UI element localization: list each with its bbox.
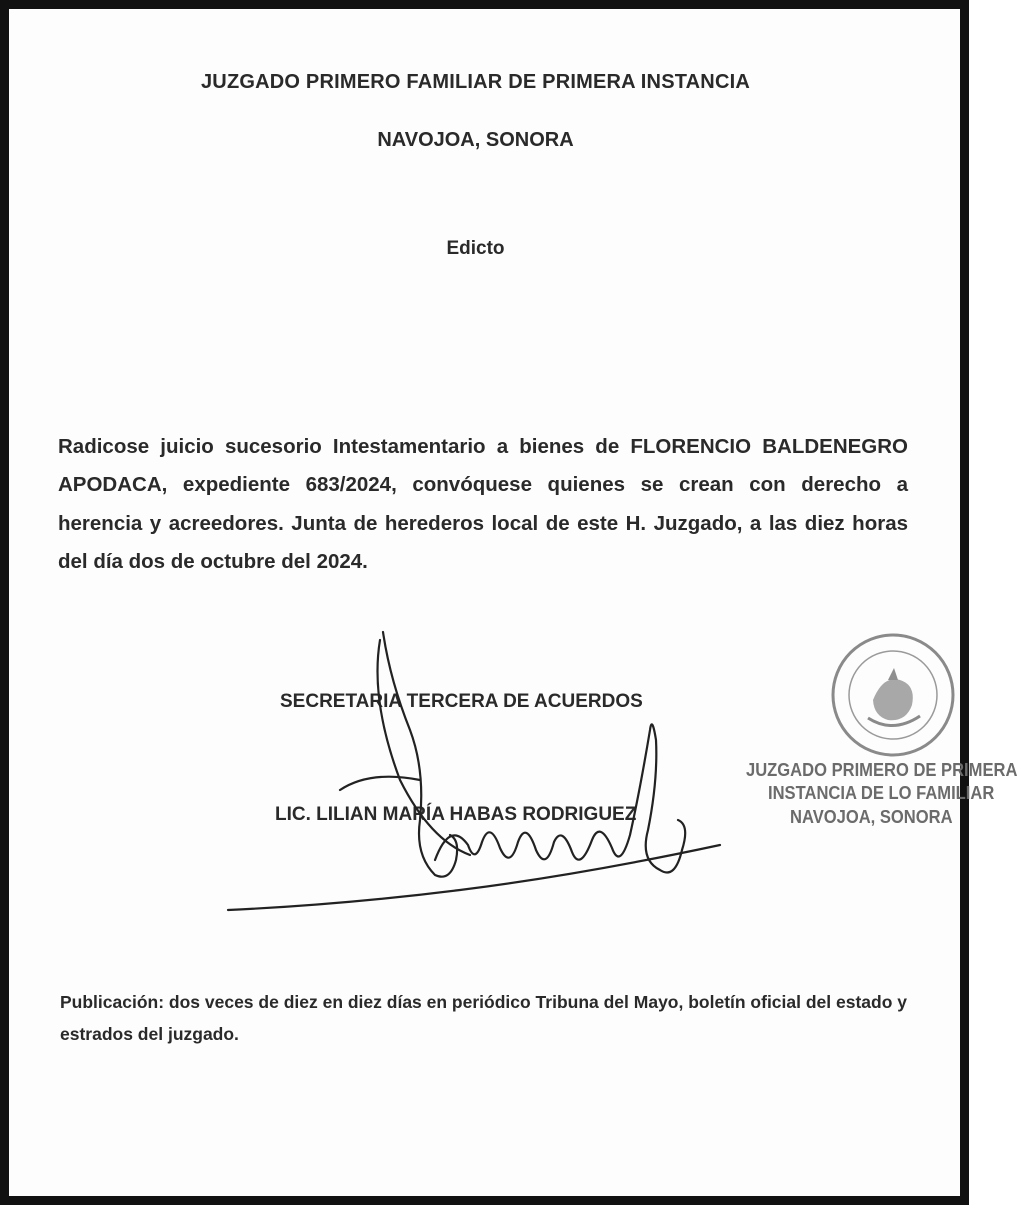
document-type-title: Edicto xyxy=(446,238,505,259)
stamp-line-1: JUZGADO PRIMERO DE PRIMERA xyxy=(746,760,1017,780)
stamp-line-2: INSTANCIA DE LO FAMILIAR xyxy=(768,783,995,803)
stamp-line-3: NAVOJOA, SONORA xyxy=(790,807,953,827)
signer-name: LIC. LILIAN MARÍA HABAS RODRIGUEZ xyxy=(275,804,637,825)
publication-note: Publicación: dos veces de diez en diez días en periódico Tribuna del Mayo, boletín oficial del estado y estrados del juzgado. xyxy=(60,991,908,1044)
court-heading: JUZGADO PRIMERO FAMILIAR DE PRIMERA INSTANCIA xyxy=(200,71,750,93)
signer-title: SECRETARIA TERCERA DE ACUERDOS xyxy=(280,691,643,712)
official-seal-icon xyxy=(828,630,958,760)
edict-paragraph: Radicose juicio sucesorio Intestamentario a bienes de FLORENCIO BALDENEGRO APODACA, expediente 683/2024, convóquese quienes se crean con derecho a herencia y acreedores. Junta de herederos local de este H. Juzgado, a las diez horas del día dos de octubre del 2024. xyxy=(58,434,908,573)
court-location: NAVOJOA, SONORA xyxy=(377,129,574,151)
